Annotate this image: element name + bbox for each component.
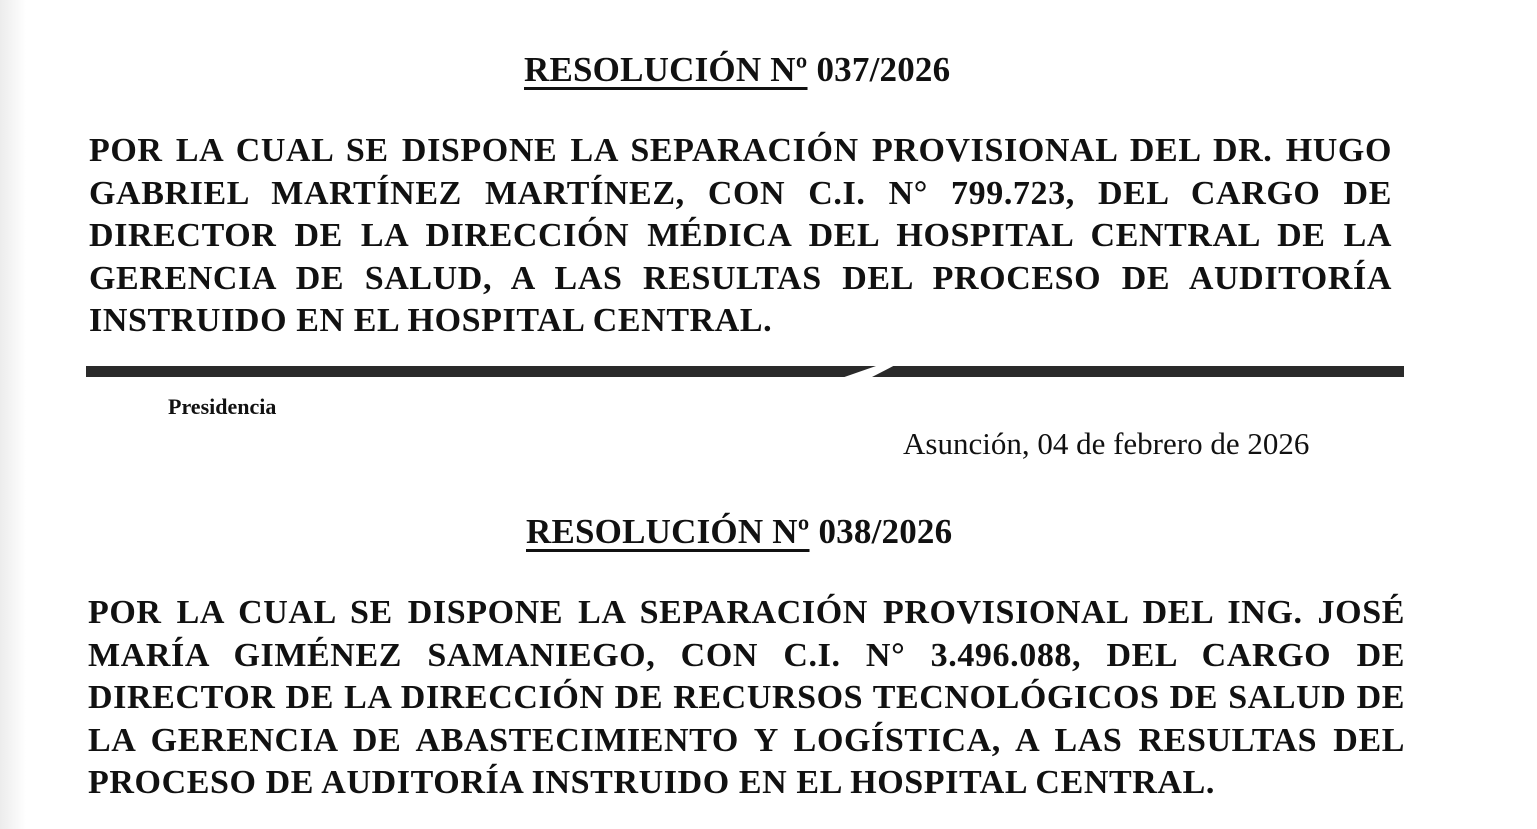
scan-edge xyxy=(0,0,26,829)
date-line: Asunción, 04 de febrero de 2026 xyxy=(903,426,1310,461)
resolution-037-number: 037/2026 xyxy=(816,50,951,89)
section-divider-left xyxy=(86,366,876,377)
resolution-037-heading xyxy=(524,50,950,90)
resolution-037-heading-label: RESOLUCIÓN Nº xyxy=(524,50,808,89)
section-divider-right xyxy=(872,366,1404,377)
resolution-038-number: 038/2026 xyxy=(818,512,953,551)
resolution-037-body: POR LA CUAL SE DISPONE LA SEPARACIÓN PROVISIONAL DEL DR. HUGO GABRIEL MARTÍNEZ MARTÍNEZ, CON C.I. N° 799.723, DEL CARGO DE DIRECTOR DE LA DIRECCIÓN MÉDICA DEL HOSPITAL CENTRAL DE LA GERENCIA DE SALUD, A LAS RESULTAS DEL PROCESO DE AUDITORÍA INSTRUIDO EN EL HOSPITAL CENTRAL. xyxy=(89,132,1392,339)
resolution-038-body: POR LA CUAL SE DISPONE LA SEPARACIÓN PROVISIONAL DEL ING. JOSÉ MARÍA GIMÉNEZ SAMANIEGO, CON C.I. N° 3.496.088, DEL CARGO DE DIRECTOR DE LA DIRECCIÓN DE RECURSOS TECNOLÓGICOS DE SALUD DE LA GERENCIA DE ABASTECIMIENTO Y LOGÍSTICA, A LAS RESULTAS DEL PROCESO DE AUDITORÍA INSTRUIDO EN EL HOSPITAL CENTRAL. xyxy=(88,594,1405,801)
resolution-038-heading xyxy=(526,512,952,552)
resolution-038-heading-label: RESOLUCIÓN Nº xyxy=(526,512,810,551)
issuer-label: Presidencia xyxy=(168,394,277,419)
